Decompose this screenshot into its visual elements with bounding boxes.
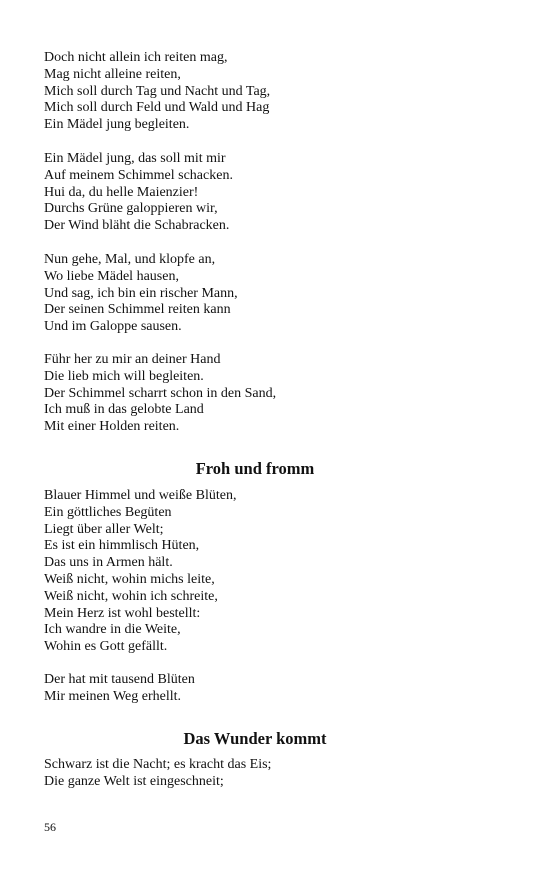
verse-line: Das uns in Armen hält.: [44, 555, 173, 571]
verse-line: Mich soll durch Feld und Wald und Hag: [44, 100, 270, 116]
verse-line: Durchs Grüne galoppieren wir,: [44, 201, 218, 217]
verse-line: Schwarz ist die Nacht; es kracht das Eis;: [44, 757, 272, 772]
verse-line: Führ her zu mir an deiner Hand: [44, 352, 221, 367]
stanza: [44, 252, 506, 336]
stanza: [44, 488, 506, 656]
poem-title: Froh und fromm: [195, 459, 315, 478]
poem-title: Das Wunder kommt: [183, 729, 327, 748]
verse-line: Mir meinen Weg erhellt.: [44, 688, 182, 704]
verse-line: Ein göttliches Begüten: [44, 504, 172, 520]
verse-line: Der Schimmel scharrt schon in den Sand,: [44, 385, 277, 401]
verse-line: Ich wandre in die Weite,: [44, 622, 181, 638]
stanza: [44, 672, 506, 706]
verse-line: Ein Mädel jung begleiten.: [44, 117, 190, 133]
verse-line: Die lieb mich will begleiten.: [44, 368, 204, 384]
verse-line: Doch nicht allein ich reiten mag,: [44, 50, 228, 65]
verse-line: Der seinen Schimmel reiten kann: [44, 302, 231, 318]
verse-line: Mag nicht alleine reiten,: [44, 66, 181, 82]
verse-line: Ich muß in das gelobte Land: [44, 402, 204, 418]
stanza: [44, 151, 506, 235]
verse-line: Blauer Himmel und weiße Blüten,: [44, 488, 237, 503]
verse-line: Wo liebe Mädel hausen,: [44, 268, 179, 284]
verse-line: Weiß nicht, wohin michs leite,: [44, 571, 215, 587]
verse-line: Die ganze Welt ist eingeschneit;: [44, 773, 224, 789]
verse-line: Mit einer Holden reiten.: [44, 419, 180, 435]
verse-line: Hui da, du helle Maienzier!: [44, 184, 199, 200]
verse-line: Mich soll durch Tag und Nacht und Tag,: [44, 83, 271, 99]
verse-line: Auf meinem Schimmel schacken.: [44, 167, 233, 183]
verse-line: Der hat mit tausend Blüten: [44, 672, 195, 687]
verse-line: Liegt über aller Welt;: [44, 521, 164, 537]
verse-line: Weiß nicht, wohin ich schreite,: [44, 588, 218, 604]
verse-line: Der Wind bläht die Schabracken.: [44, 218, 230, 234]
verse-line: Und sag, ich bin ein rischer Mann,: [44, 285, 238, 301]
verse-line: Ein Mädel jung, das soll mit mir: [44, 151, 226, 166]
stanza: [44, 757, 506, 791]
verse-line: Nun gehe, Mal, und klopfe an,: [44, 252, 216, 267]
verse-line: Und im Galoppe sausen.: [44, 319, 182, 335]
verse-line: Es ist ein himmlisch Hüten,: [44, 538, 200, 554]
verse-line: Wohin es Gott gefällt.: [44, 639, 168, 655]
verse-line: Mein Herz ist wohl bestellt:: [44, 605, 201, 621]
stanza: [44, 50, 506, 134]
stanza: [44, 352, 506, 436]
page-number: 56: [44, 820, 56, 834]
